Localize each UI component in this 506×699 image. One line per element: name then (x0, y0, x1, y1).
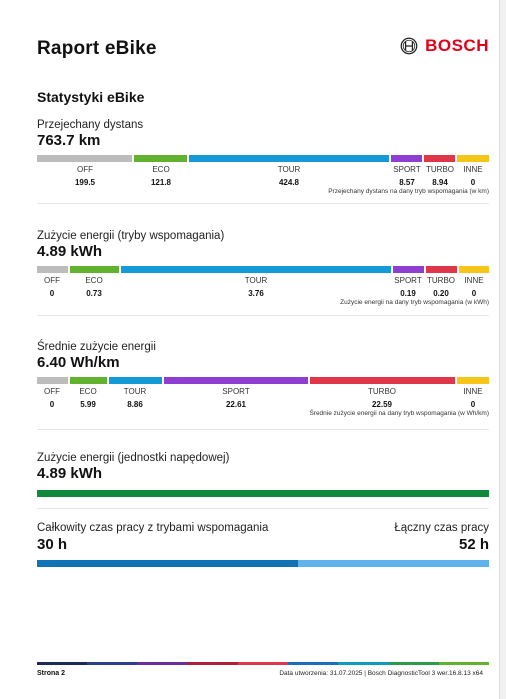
footer-info: Data utworzenia: 31.07.2025 | Bosch DiagnosticTool 3 wer.16.8.13 x64 (279, 670, 483, 677)
avg-energy-bar (37, 377, 489, 384)
bosch-wordmark: BOSCH (425, 36, 489, 55)
avg-mode-value: 22.59 (371, 400, 393, 409)
avg-mode-name: TOUR (123, 387, 147, 396)
distance-note: Przejechany dystans na dany tryb wspomagania (w km) (328, 188, 489, 195)
distance-block (37, 119, 489, 195)
avg-seg-off (37, 377, 68, 384)
avg-mode-name: OFF (44, 387, 60, 396)
distance-value: 763.7 km (37, 132, 101, 149)
avg-seg-tour (109, 377, 162, 384)
avg-mode-name: TURBO (368, 387, 396, 396)
energy-modes-value: 4.89 kWh (37, 243, 103, 260)
distance-seg-inne (457, 155, 489, 162)
distance-mode-name: ECO (152, 165, 170, 174)
distance-mode-name: INNE (463, 165, 483, 174)
avg-energy-note: Średnie zużycie energii na dany tryb wspomagania (w Wh/km) (309, 410, 489, 417)
assist-time-label: Całkowity czas pracy z trybami wspomagania (37, 522, 269, 534)
avg-mode-value: 0 (470, 400, 476, 409)
avg-seg-turbo (310, 377, 455, 384)
energy-modes-note: Zużycie energii na dany tryb wspomagania (w kWh) (340, 299, 489, 306)
distance-bar (37, 155, 489, 162)
distance-label: Przejechany dystans (37, 119, 144, 131)
distance-mode-value: 8.57 (399, 178, 415, 187)
energy-mode-value: 0.20 (433, 289, 449, 298)
section-heading: Statystyki eBike (37, 89, 145, 105)
divider (37, 203, 489, 204)
footer-color-band (37, 662, 489, 665)
drive-unit-label: Zużycie energii (jednostki napędowej) (37, 452, 230, 464)
distance-seg-turbo (424, 155, 455, 162)
bosch-logo (400, 36, 489, 56)
avg-mode-name: ECO (79, 387, 97, 396)
avg-seg-eco (70, 377, 107, 384)
energy-modes-label: Zużycie energii (tryby wspomagania) (37, 230, 225, 242)
avg-mode-name: INNE (463, 387, 483, 396)
avg-seg-inne (457, 377, 489, 384)
bosch-armature-icon (400, 37, 418, 55)
energy-mode-value: 0.73 (86, 289, 102, 298)
energy-seg-inne (459, 266, 489, 273)
energy-mode-value: 0.19 (400, 289, 416, 298)
time-labels (37, 522, 489, 558)
drive-unit-bar (37, 490, 489, 497)
avg-mode-value: 5.99 (80, 400, 96, 409)
energy-modes-legend (37, 274, 489, 302)
time-bar (37, 560, 489, 567)
divider (37, 429, 489, 430)
avg-mode-value: 0 (49, 400, 55, 409)
divider (37, 508, 489, 509)
avg-energy-label: Średnie zużycie energii (37, 341, 156, 353)
distance-seg-sport (391, 155, 422, 162)
energy-mode-name: ECO (85, 276, 103, 285)
remaining-time-seg (298, 560, 489, 567)
distance-seg-tour (189, 155, 389, 162)
distance-mode-value: 0 (470, 178, 476, 187)
distance-mode-name: OFF (77, 165, 93, 174)
energy-mode-value: 0 (471, 289, 477, 298)
report-title: Raport eBike (37, 38, 157, 59)
drive-unit-value: 4.89 kWh (37, 465, 103, 482)
distance-mode-name: TOUR (277, 165, 301, 174)
distance-mode-name: SPORT (393, 165, 421, 174)
distance-seg-eco (134, 155, 187, 162)
drive-unit-block (37, 452, 489, 497)
distance-mode-name: TURBO (426, 165, 454, 174)
total-time-label: Łączny czas pracy (394, 522, 489, 534)
divider (37, 315, 489, 316)
avg-mode-value: 8.86 (127, 400, 143, 409)
avg-energy-value: 6.40 Wh/km (37, 354, 120, 371)
energy-modes-bar (37, 266, 489, 273)
distance-seg-off (37, 155, 132, 162)
avg-energy-block (37, 341, 489, 417)
energy-mode-name: OFF (44, 276, 60, 285)
energy-seg-eco (70, 266, 119, 273)
energy-mode-name: TURBO (427, 276, 455, 285)
distance-mode-value: 199.5 (74, 178, 96, 187)
energy-mode-name: INNE (464, 276, 484, 285)
avg-mode-value: 22.61 (225, 400, 247, 409)
energy-modes-block (37, 230, 489, 306)
distance-mode-value: 121.8 (150, 178, 172, 187)
page-number: Strona 2 (37, 670, 66, 677)
distance-legend (37, 163, 489, 191)
distance-mode-value: 8.94 (432, 178, 448, 187)
assist-time-seg (37, 560, 298, 567)
energy-seg-turbo (426, 266, 457, 273)
avg-mode-name: SPORT (222, 387, 250, 396)
energy-mode-value: 3.76 (248, 289, 264, 298)
assist-time-value: 30 h (37, 536, 68, 553)
energy-seg-off (37, 266, 68, 273)
energy-mode-name: TOUR (244, 276, 268, 285)
report-header (37, 38, 489, 62)
drive-unit-seg (37, 490, 489, 497)
avg-energy-legend (37, 385, 489, 413)
energy-mode-value: 0 (49, 289, 55, 298)
distance-mode-value: 424.8 (278, 178, 300, 187)
energy-seg-tour (121, 266, 391, 273)
energy-mode-name: SPORT (394, 276, 422, 285)
energy-seg-sport (393, 266, 424, 273)
avg-seg-sport (164, 377, 308, 384)
page-edge (499, 0, 506, 699)
total-time-value: 52 h (458, 536, 489, 553)
time-block (37, 522, 489, 567)
